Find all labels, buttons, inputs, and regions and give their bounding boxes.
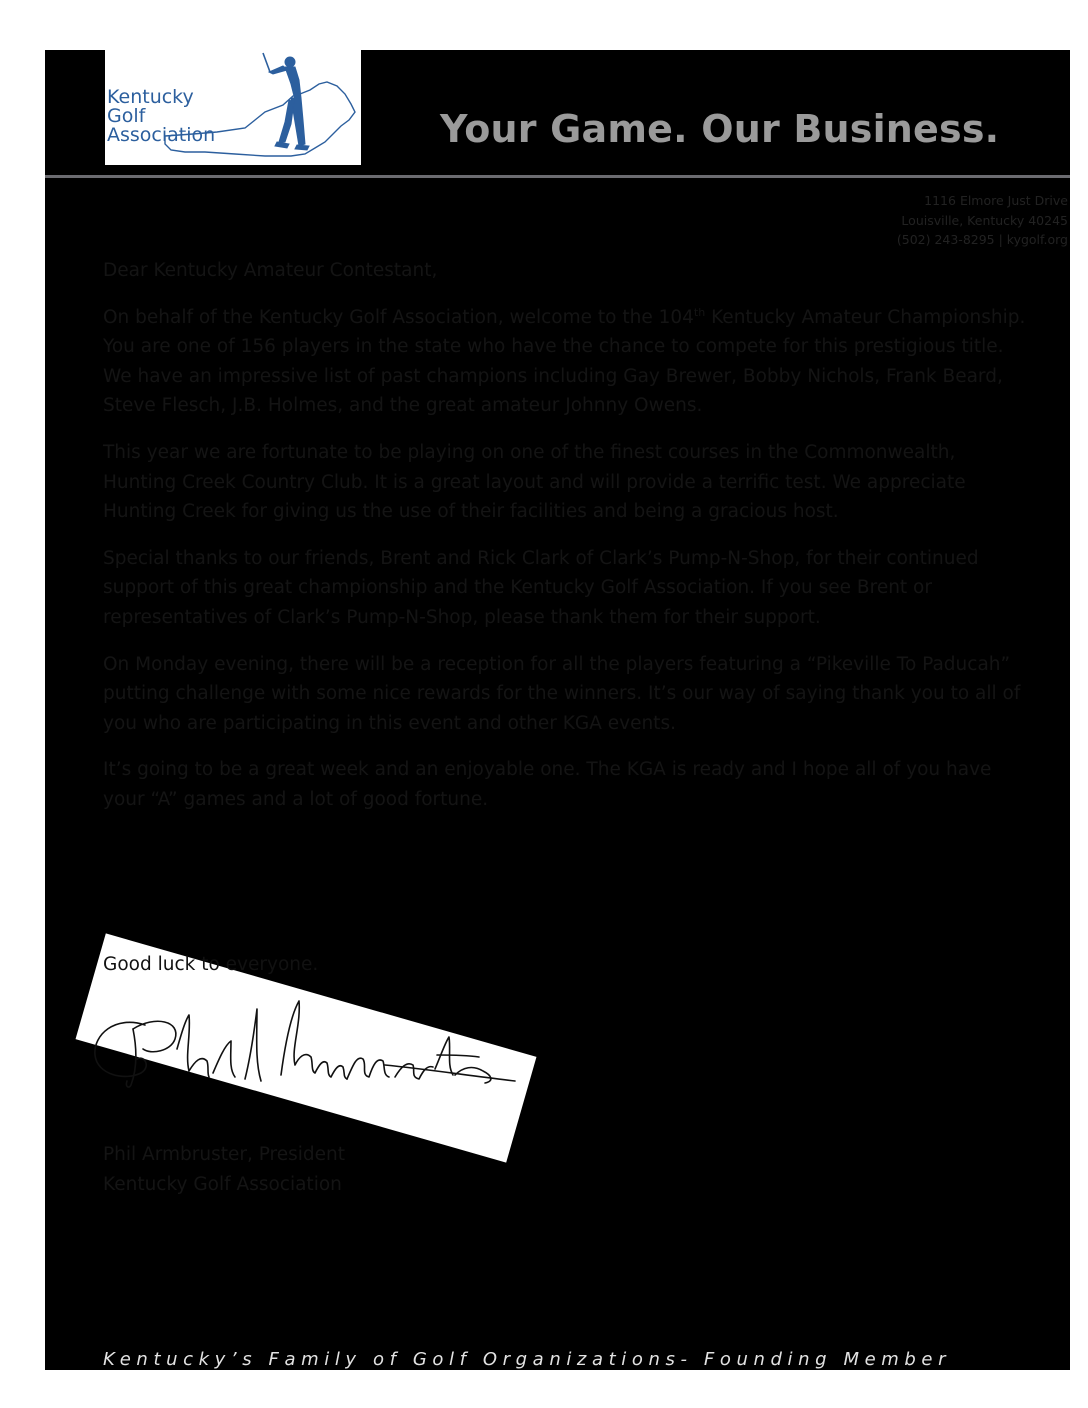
address-city: Louisville, Kentucky 40245	[901, 212, 1068, 228]
ordinal-suffix: th	[693, 305, 706, 319]
logo-word-kentucky: Kentucky	[107, 86, 194, 108]
paragraph-welcome-start: On behalf of the Kentucky Golf Association, welcome to the 104	[103, 306, 694, 328]
logo-word-association: Association	[107, 124, 216, 146]
handwritten-signature	[85, 985, 535, 1100]
signer-organization: Kentucky Golf Association	[103, 1173, 342, 1195]
header-divider	[45, 175, 1070, 178]
paragraph-welcome-end: Kentucky Amateur Championship. You are one of 156 players in the state who have the chance to compete for this prestigious title. We have an impressive list of past champions including Gay Brewer, Bobby Nichols, Frank Beard, Steve Flesch, J.B. Holmes, and the great amateur Johnny Owens.	[103, 306, 1026, 417]
paragraph-venue: This year we are fortunate to be playing on one of the finest courses in the Commonwealth, Hunting Creek Country Club. It is a great layout and will provide a terrific test. We appreciate Hunting Creek for giving us the use of their facilities and being a gracious host.	[103, 441, 966, 523]
footer-founding-member: Kentucky’s Family of Golf Organizations- Founding Member	[103, 1349, 952, 1370]
kga-logo	[105, 50, 361, 165]
paragraph-sponsor: Special thanks to our friends, Brent and Rick Clark of Clark’s Pump-N-Shop, for their continued support of this great championship and the Kentucky Golf Association. If you see Brent or representatives of Clark’s Pump-N-Shop, please thank them for their support.	[103, 547, 979, 628]
salutation: Dear Kentucky Amateur Contestant,	[103, 260, 438, 281]
paragraph-welcome	[103, 303, 1033, 421]
signer-name: Phil Armbruster, President	[103, 1144, 346, 1165]
address-contact: (502) 243-8295 | kygolf.org	[896, 232, 1068, 247]
letter-body	[103, 256, 1033, 832]
paragraph-reception: On Monday evening, there will be a reception for all the players featuring a “Pikeville To Paducah” putting challenge with some nice rewards for the winners. It’s our way of saying thank you to all of you who are participating in this event and other KGA events.	[103, 653, 1021, 734]
good-luck-line: Good luck to everyone.	[103, 954, 319, 975]
logo-word-golf: Golf	[107, 105, 146, 127]
return-address	[668, 191, 1068, 250]
signature-block	[103, 1140, 345, 1199]
paragraph-closing: It’s going to be a great week and an enjoyable one. The KGA is ready and I hope all of you have your “A” games and a lot of good fortune.	[103, 759, 992, 810]
address-street: 1116 Elmore Just Drive	[924, 193, 1068, 208]
logo-wordmark	[107, 88, 267, 145]
tagline: Your Game. Our Business.	[440, 107, 1000, 151]
